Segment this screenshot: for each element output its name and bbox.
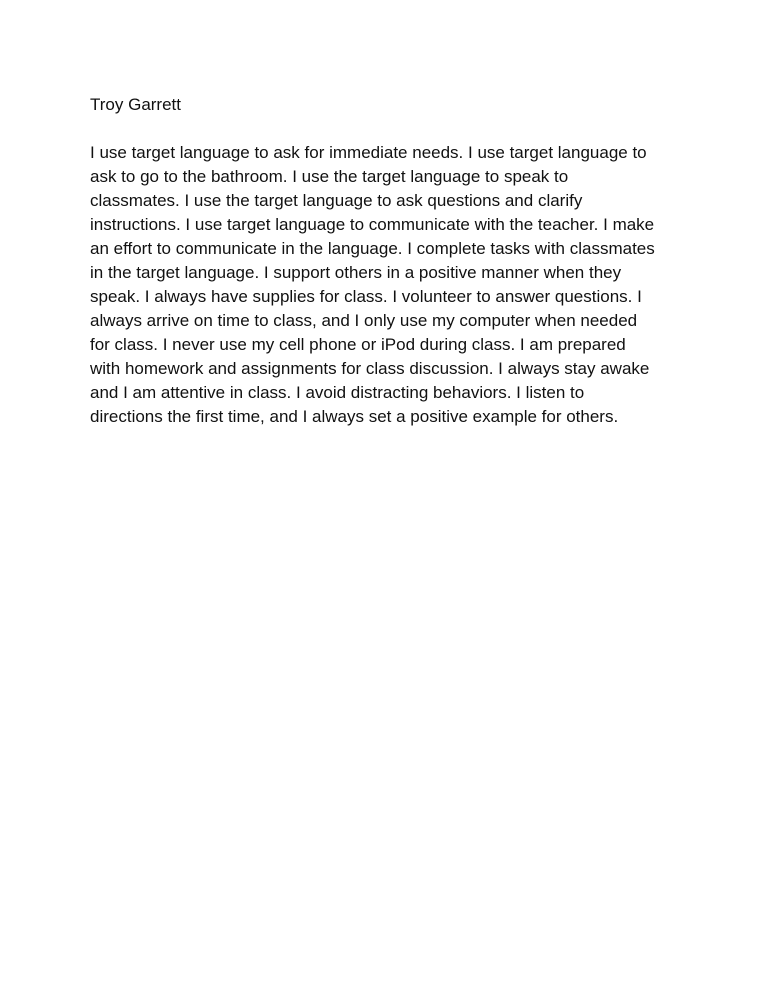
body-line: directions the first time, and I always set a positive example for others. — [90, 407, 619, 426]
body-line: instructions. I use target language to communicate with the teacher. I make — [90, 215, 655, 234]
body-line: with homework and assignments for class discussion. I always stay awake — [90, 359, 650, 378]
body-paragraph — [90, 141, 690, 429]
body-line: always arrive on time to class, and I only use my computer when needed — [90, 311, 638, 330]
document-content — [90, 93, 690, 429]
body-line: an effort to communicate in the language. I complete tasks with classmates — [90, 239, 655, 258]
author-name: Troy Garrett — [90, 95, 181, 114]
body-line: classmates. I use the target language to ask questions and clarify — [90, 191, 583, 210]
body-line: in the target language. I support others in a positive manner when they — [90, 263, 622, 282]
body-line: for class. I never use my cell phone or iPod during class. I am prepared — [90, 335, 626, 354]
body-line: speak. I always have supplies for class. I volunteer to answer questions. I — [90, 287, 642, 306]
body-line: and I am attentive in class. I avoid distracting behaviors. I listen to — [90, 383, 585, 402]
body-line: ask to go to the bathroom. I use the target language to speak to — [90, 167, 569, 186]
body-line: I use target language to ask for immediate needs. I use target language to — [90, 143, 647, 162]
